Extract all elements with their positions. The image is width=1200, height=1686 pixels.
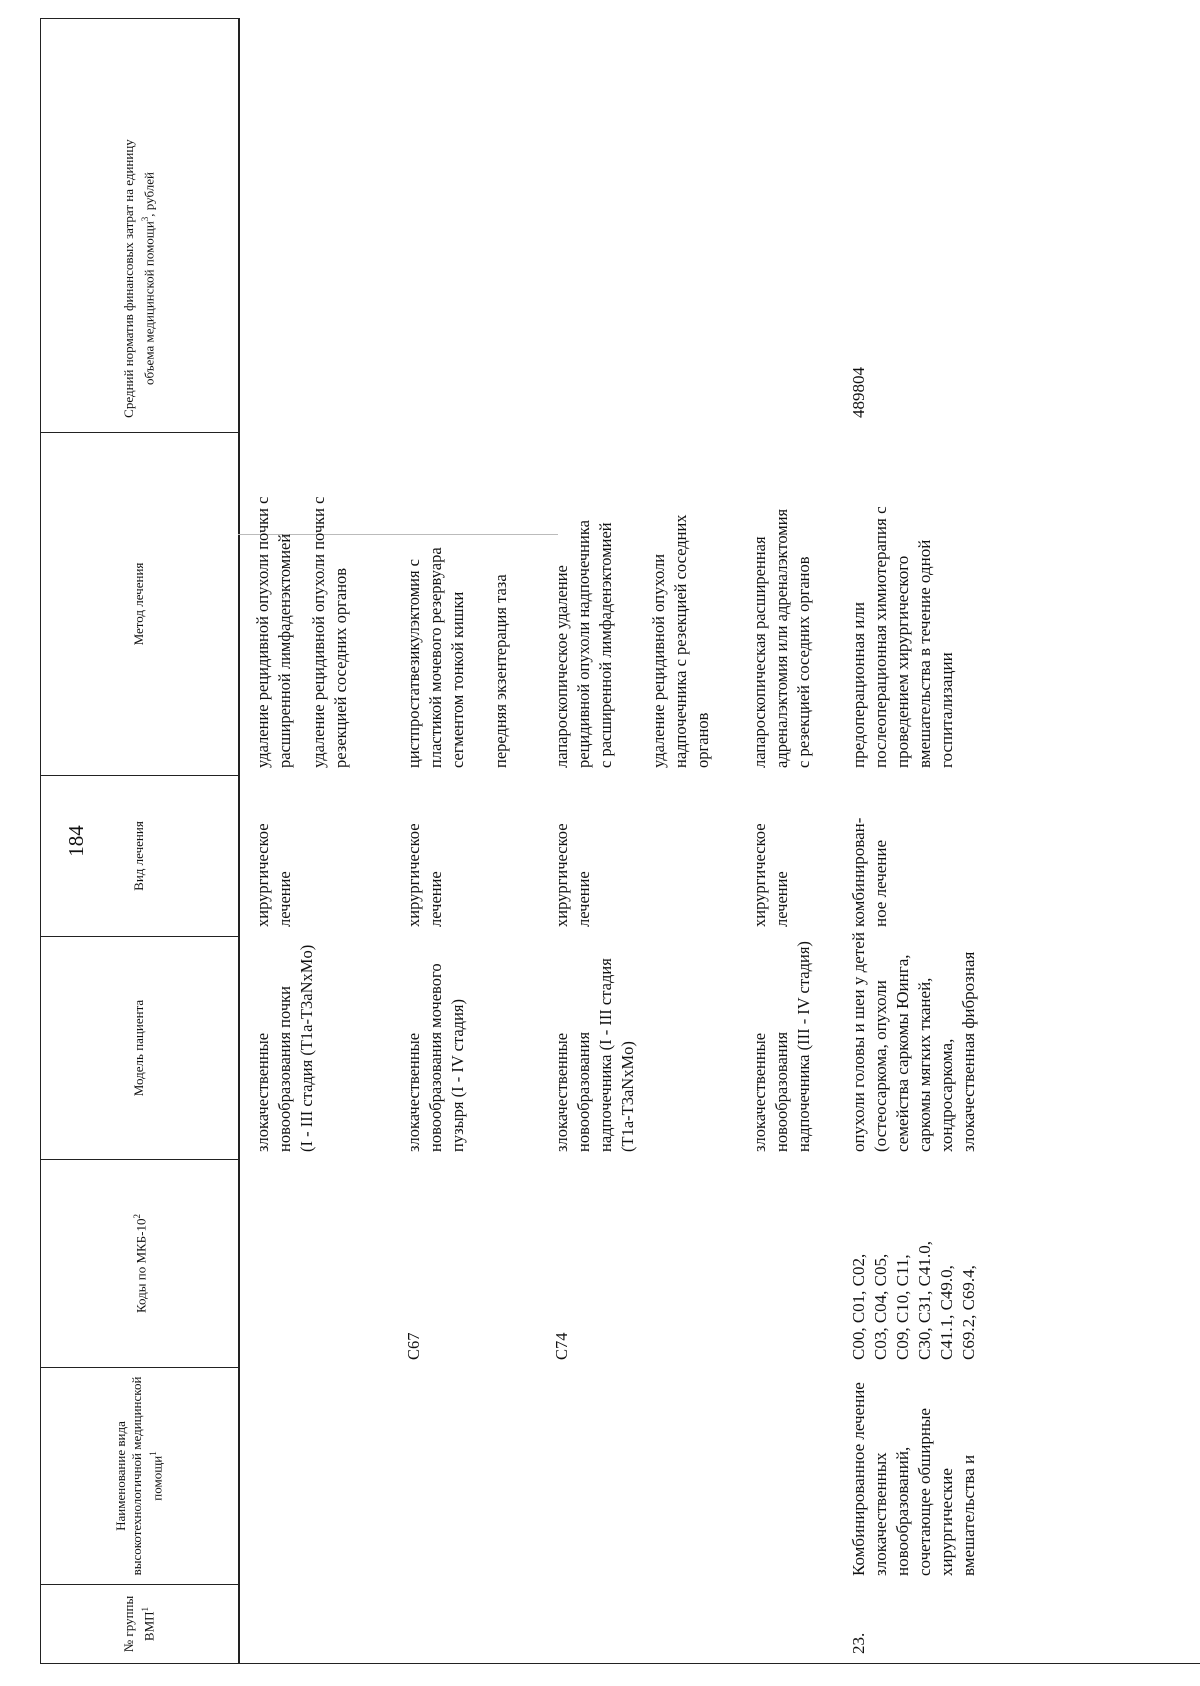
row-5-type: комбинирован- ное лечение bbox=[849, 817, 890, 927]
row-5-method-1: предоперационная или послеоперационная химиотерапия с проведением хирургического вмешательства в течение одной госпитализации bbox=[849, 506, 956, 768]
page-number: 184 bbox=[64, 825, 88, 857]
row-2-model: злокачественные новообразования мочевого пузыря (I - IV стадия) bbox=[404, 963, 467, 1152]
row-5-model: опухоли головы и шеи у детей (остеосаркома, опухоли семейства саркомы Юинга, саркомы мягких тканей, хондросаркома, злокачественная фиброзная bbox=[849, 932, 978, 1152]
row-1-model: злокачественные новообразования почки (I - III стадия (T1a-T3aNxMo) bbox=[253, 944, 316, 1152]
row-2-method-1: цистпростатвезикулэктомия с пластикой мочевого резервуара сегментом тонкой кишки bbox=[404, 547, 467, 768]
header-cost: Средний норматив финансовых затрат на единицу объема медицинской помощи$^3$, рублей bbox=[120, 139, 157, 418]
header-name: Наименование вида высокотехнологичной медицинской помощи$^1$ bbox=[112, 1376, 165, 1576]
header-treatment-type: Вид лечения bbox=[131, 821, 146, 891]
row-5-group: 23. bbox=[849, 1632, 868, 1654]
row-4-model: злокачественные новообразования надпочечника (III - IV стадия) bbox=[750, 941, 813, 1152]
row-1-method-2: удаление рецидивной опухоли почки с резекцией соседних органов bbox=[309, 496, 350, 768]
row-1-method-1: удаление рецидивной опухоли почки с расширенной лимфаденэктомией bbox=[253, 496, 294, 768]
row-4-type: хирургическое лечение bbox=[750, 823, 791, 927]
row-2-codes: C67 bbox=[404, 1332, 423, 1360]
row-3-model: злокачественные новообразования надпочечника (I - III стадия (T1a-T3aNxMo) bbox=[552, 958, 637, 1152]
header-method: Метод лечения bbox=[131, 562, 146, 646]
row-2-method-2: передняя экзентерация таза bbox=[491, 574, 510, 768]
header-codes: Коды по МКБ-$10^2$ bbox=[131, 1214, 149, 1313]
row-5-cost: 489804 bbox=[849, 367, 868, 418]
row-3-codes: C74 bbox=[552, 1332, 571, 1360]
header-group-no: № группы ВМП$^1$ bbox=[120, 1595, 157, 1653]
header-bottom-rule bbox=[238, 18, 240, 1664]
row-2-type: хирургическое лечение bbox=[404, 823, 445, 927]
header-model: Модель пациента bbox=[131, 999, 146, 1097]
row-5-codes: C00, C01, C02, C03, C04, C05, C09, C10, C11, C30, C31, C41.0, C41.1, C49.0, C69.2, C69.4, bbox=[849, 1240, 978, 1360]
row-3-type: хирургическое лечение bbox=[552, 823, 593, 927]
row-4-method-1: лапароскопическая расширенная адреналэктомия или адреналэктомия с резекцией соседних органов bbox=[750, 508, 813, 768]
column-border-left bbox=[40, 1663, 1200, 1664]
row-1-type: хирургическое лечение bbox=[253, 823, 294, 927]
row-3-method-1: лапароскопическое удаление рецидивной опухоли надпочечника с расширенной лимфаденэктомией bbox=[552, 520, 615, 768]
row-3-method-2: удаление рецидивной опухоли надпочечника с резекцией соседних органов bbox=[649, 514, 712, 768]
row-5-name: Комбинированное лечение злокачественных новообразований, сочетающее обширные хирургические вмешательства и bbox=[849, 1382, 978, 1576]
